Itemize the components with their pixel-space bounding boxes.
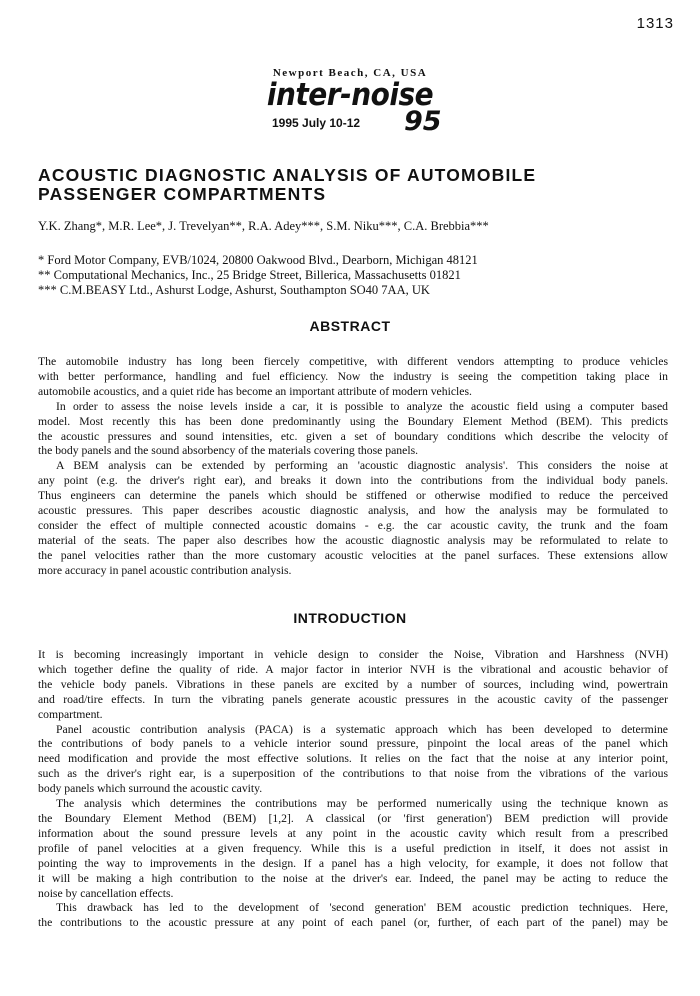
text-line: automobile acoustics, and a quiet ride has become an important attribute of modern vehicles. xyxy=(38,384,472,398)
text-line: with better performance, handling and fuel efficiency. Now the industry is seeing the competition taking place in xyxy=(38,369,668,383)
text-line: the contributions of body panels to a vehicle interior sound pressure, pinpoint the local areas of the panel which xyxy=(38,737,668,751)
text-line: body panels which surround the acoustic cavity. xyxy=(38,782,263,796)
text-line: which together define the quality of ride. A major factor in interior NVH is the vibrational and acoustic behavior of xyxy=(38,662,668,676)
title-line: ACOUSTIC DIAGNOSTIC ANALYSIS OF AUTOMOBILE xyxy=(38,165,537,185)
text-line: it will be making a high contribution to the noise at the driver's ear. Indeed, the panel may be acting to reduce the xyxy=(38,871,668,885)
conference-logo: inter-noise xyxy=(266,76,434,113)
paper-title xyxy=(38,166,678,204)
text-line: material of the seats. The paper also describes how the acoustic diagnostic analysis may be reformulated to relate to xyxy=(38,533,668,547)
text-line: information about the sound pressure levels at any point in the acoustic cavity which result from a prescribed xyxy=(38,826,668,840)
text-line: Panel acoustic contribution analysis (PACA) is a systematic approach which has been developed to determine xyxy=(56,722,668,736)
text-line: The automobile industry has long been fiercely competitive, with different vendors attempting to produce vehicles xyxy=(38,355,668,368)
text-line: the contributions to the acoustic pressure at any point of each panel (or, further, of each part of the panel) may be xyxy=(38,916,668,930)
page-number: 1313 xyxy=(636,15,674,32)
text-line: noise by cancellation effects. xyxy=(38,886,174,900)
text-line: the acoustic pressures and sound intensities, etc. given a set of boundary conditions which describe the velocity of xyxy=(38,429,668,443)
text-line: the vehicle body panels. Vibrations in these panels are excited by a number of sources, including wind, powertrain xyxy=(38,677,668,691)
conference-location: Newport Beach, CA, USA xyxy=(272,67,428,79)
abstract-heading: ABSTRACT xyxy=(309,318,391,334)
text-line: profile of panel velocities at a given frequency. While this is a useful prediction in itself, it does not assist in xyxy=(38,841,668,855)
introduction-body xyxy=(38,648,668,931)
text-line: compartment. xyxy=(38,707,103,721)
text-line: It is becoming increasingly important in vehicle design to consider the Noise, Vibration and Harshness (NVH) xyxy=(38,648,668,661)
text-line: The analysis which determines the contributions may be performed numerically using the technique known as xyxy=(56,797,668,811)
text-line: acoustic pressures. This paper describes acoustic diagnostic analysis, and how the analysis may be formulated to xyxy=(38,504,668,518)
affiliation: ** Computational Mechanics, Inc., 25 Bridge Street, Billerica, Massachusetts 01821 xyxy=(38,268,461,282)
title-line: PASSENGER COMPARTMENTS xyxy=(38,184,327,204)
affiliations xyxy=(38,253,478,298)
author-list: Y.K. Zhang*, M.R. Lee*, J. Trevelyan**, R.A. Adey***, S.M. Niku***, C.A. Brebbia*** xyxy=(38,219,489,233)
text-line: and road/tire effects. In turn the vibrating panels generate acoustic pressures in the acoustic cavity of the passenger xyxy=(38,692,668,706)
text-line: pointing the way to improvements in the design. If a panel has a high velocity, for example, it does not follow that xyxy=(38,856,668,870)
conference-date: 1995 July 10-12 xyxy=(272,116,361,130)
text-line: consider the effect of multiple connected acoustic domains - e.g. the car acoustic cavity, the trunk and the foam xyxy=(38,518,668,532)
affiliation: * Ford Motor Company, EVB/1024, 20800 Oakwood Blvd., Dearborn, Michigan 48121 xyxy=(38,253,478,267)
conference-number: 95 xyxy=(404,106,442,137)
text-line: the body panels and the sound absorbency of the materials covering those panels. xyxy=(38,444,419,458)
affiliation: *** C.M.BEASY Ltd., Ashurst Lodge, Ashurst, Southampton SO40 7AA, UK xyxy=(38,283,430,297)
text-line: the panel velocities rather than the more customary acoustic velocities at the panel surfaces. These extensions allow xyxy=(38,548,668,562)
text-line: such as the driver's right ear, is a superposition of the contributions to that noise from the vibrations of the various xyxy=(38,767,668,781)
text-line: In order to assess the noise levels inside a car, it is possible to analyze the acoustic field using a computer based xyxy=(56,399,668,413)
text-line: any point (e.g. the driver's right ear), and breaks it down into the contributions from the individual body panels. xyxy=(38,474,668,488)
text-line: model. Most recently this has been done predominantly using the Boundary Element Method (BEM). This predicts xyxy=(38,414,668,428)
text-line: Thus engineers can determine the panels which should be stiffened or otherwise modified to reduce the perceived xyxy=(38,489,668,503)
abstract-body xyxy=(38,355,668,579)
text-line: the Boundary Element Method (BEM) [1,2]. A classical (or 'first generation') BEM prediction will provide xyxy=(38,811,668,825)
introduction-heading: INTRODUCTION xyxy=(293,610,407,626)
text-line: need modification and provide the most effective solutions. It relies on the fact that the noise at any interior point, xyxy=(38,752,668,766)
text-line: A BEM analysis can be extended by performing an 'acoustic diagnostic analysis'. This considers the noise at xyxy=(56,459,668,473)
text-line: This drawback has led to the development of 'second generation' BEM acoustic prediction techniques. Here, xyxy=(56,901,668,915)
text-line: more accuracy in panel acoustic contribution analysis. xyxy=(38,563,292,577)
